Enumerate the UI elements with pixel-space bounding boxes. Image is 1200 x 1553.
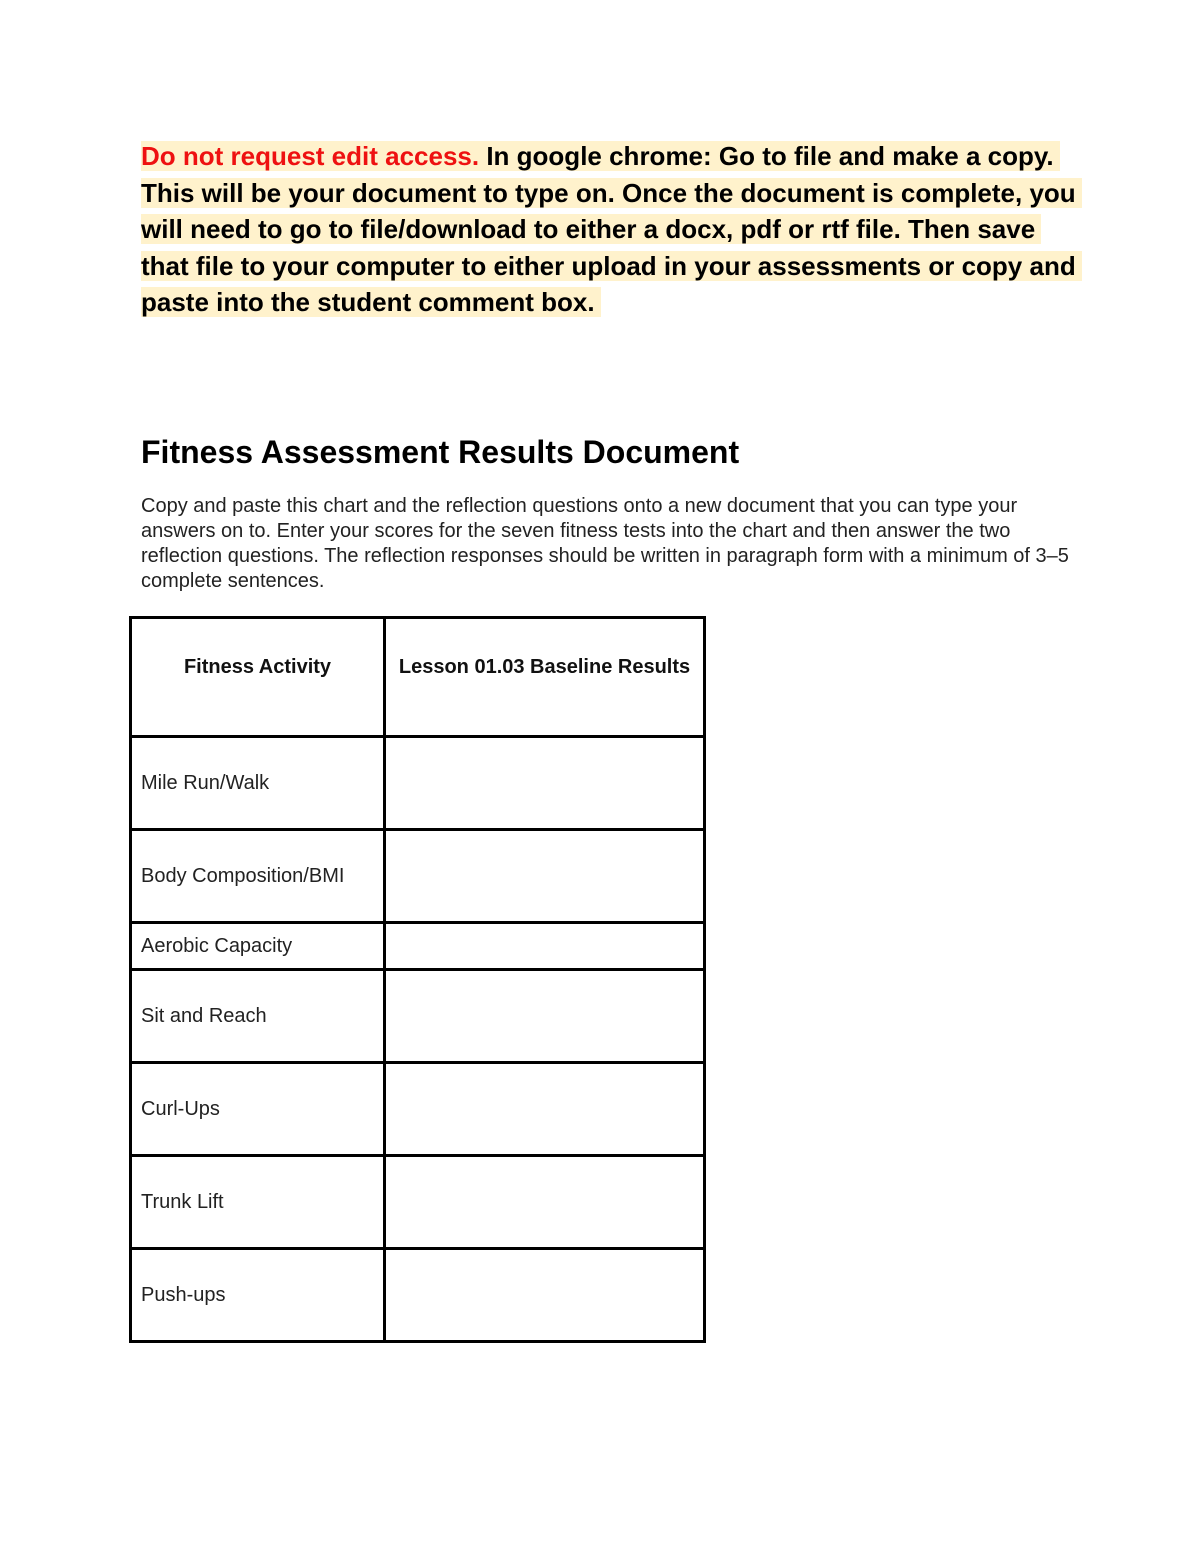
header-baseline-results: Lesson 01.03 Baseline Results bbox=[385, 618, 705, 737]
table-header-row bbox=[131, 618, 705, 737]
activity-cell: Trunk Lift bbox=[131, 1156, 385, 1249]
result-cell[interactable] bbox=[385, 1156, 705, 1249]
table-row bbox=[131, 1156, 705, 1249]
activity-cell: Push-ups bbox=[131, 1249, 385, 1342]
result-cell[interactable] bbox=[385, 923, 705, 970]
table-row bbox=[131, 830, 705, 923]
intro-paragraph: Copy and paste this chart and the reflection questions onto a new document that you can type your answers on to. Enter your scores for the seven fitness tests into the chart and then answer the two reflection questions. The reflection responses should be written in paragraph form with a minimum of 3–5 complete sentences. bbox=[141, 495, 1069, 592]
result-cell[interactable] bbox=[385, 1063, 705, 1156]
result-cell[interactable] bbox=[385, 737, 705, 830]
result-cell[interactable] bbox=[385, 970, 705, 1063]
table-row bbox=[131, 1063, 705, 1156]
instructions-notice bbox=[141, 138, 1081, 321]
activity-cell: Body Composition/BMI bbox=[131, 830, 385, 923]
activity-cell: Mile Run/Walk bbox=[131, 737, 385, 830]
activity-cell: Sit and Reach bbox=[131, 970, 385, 1063]
result-cell[interactable] bbox=[385, 830, 705, 923]
result-cell[interactable] bbox=[385, 1249, 705, 1342]
fitness-results-table bbox=[129, 616, 706, 1343]
copy-instructions: In google chrome: Go to file and make a copy. This will be your document to type on. Once the document is complete, you will need to go to file/download to either a docx, pdf or rtf file. Then save that file to your computer to either upload in your assessments or copy and paste into the student comment box. bbox=[141, 141, 1076, 317]
highlighted-instructions bbox=[141, 141, 1082, 317]
edit-access-warning: Do not request edit access. bbox=[141, 141, 480, 171]
table-row bbox=[131, 1249, 705, 1342]
table-row bbox=[131, 737, 705, 830]
header-fitness-activity: Fitness Activity bbox=[131, 618, 385, 737]
activity-cell: Curl-Ups bbox=[131, 1063, 385, 1156]
table-row bbox=[131, 970, 705, 1063]
document-title: Fitness Assessment Results Document bbox=[141, 434, 740, 470]
table-row bbox=[131, 923, 705, 970]
activity-cell: Aerobic Capacity bbox=[131, 923, 385, 970]
